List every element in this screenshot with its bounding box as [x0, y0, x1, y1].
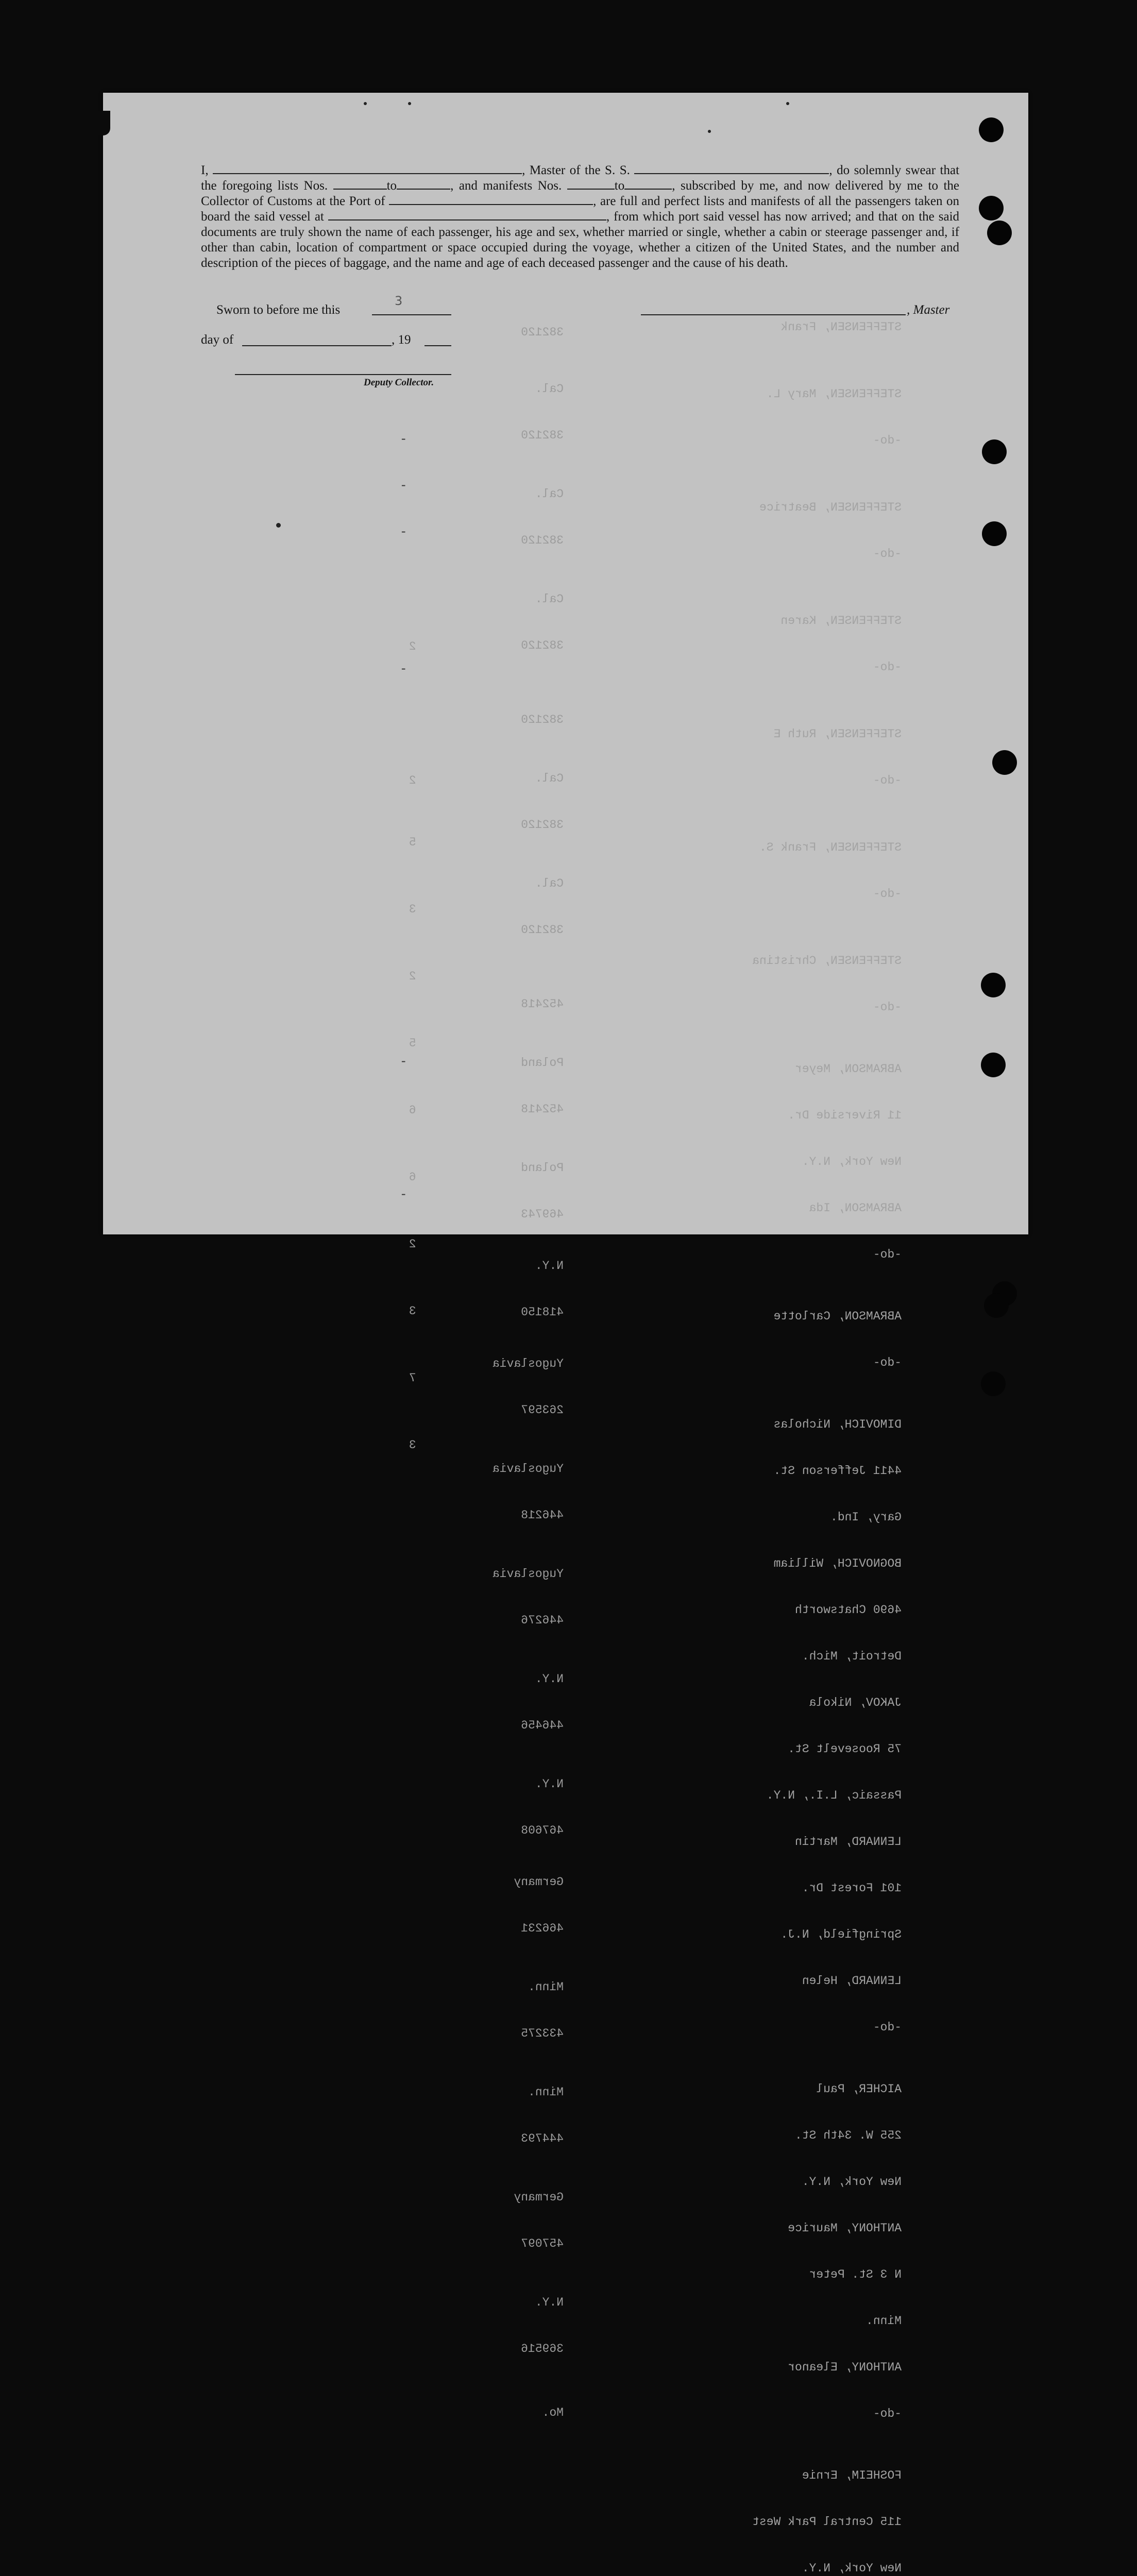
sworn-label: Sworn to before me this	[216, 303, 341, 317]
oath-paragraph	[201, 163, 959, 271]
ghost-place: N.Y.	[535, 2296, 564, 2309]
ghost-name: -do-	[873, 1356, 902, 1369]
ghost-name: STEFFENSEN, Beatrice	[759, 501, 902, 514]
ghost-name: BOGNOVICH, William	[773, 1557, 902, 1570]
ghost-number: 382120	[521, 429, 564, 442]
ghost-name: ABRAMSON, Carlotte	[773, 1310, 902, 1323]
handwritten-day: 3	[395, 294, 403, 308]
ghost-name: N 3 St. Peter	[809, 2268, 902, 2281]
oath-text: I,	[201, 163, 209, 177]
oath-text: , do solemnly	[829, 163, 902, 177]
ink-speck	[786, 102, 789, 105]
oath-text: port said vessel has now arrived; and that on the said documents are truly shown the name of each passenger, his age and sex, whether married or single, whether a cabin or steerage passenger and, if other than cabin, location of compartment or space occupied during the voyage, whether a citizen of the United States, and the number and description of the pieces of baggage, and the name and age of each deceased passenger and the cause of his death.	[201, 210, 960, 270]
month-line	[242, 345, 392, 346]
ghost-count: 2	[409, 640, 416, 653]
ghost-name: FOSHEIM, Ernie	[802, 2469, 902, 2482]
ghost-count: 2	[409, 1238, 416, 1251]
ghost-number: 444793	[521, 2132, 564, 2145]
corner-notch	[97, 111, 110, 135]
ghost-number: 382120	[521, 818, 564, 832]
punch-hole-icon	[982, 439, 1007, 464]
manifest-to-blank	[624, 179, 672, 190]
ghost-name: -do-	[873, 660, 902, 674]
ghost-number: 457097	[521, 2237, 564, 2250]
ghost-number: 382120	[521, 326, 564, 339]
ghost-count: 7	[409, 1371, 416, 1385]
ghost-place: Minn.	[528, 1980, 564, 1994]
ghost-name: LENNARD, Helen	[802, 1974, 902, 1988]
ghost-name: -do-	[873, 2407, 902, 2420]
ghost-name: Detroit, Mich.	[802, 1650, 902, 1663]
ghost-place: Mo.	[542, 2406, 564, 2419]
ghost-number: 263597	[521, 1403, 564, 1417]
ink-speck	[364, 102, 367, 105]
ghost-name: Minn.	[866, 2314, 902, 2328]
ghost-count: 6	[409, 1104, 416, 1117]
list-to-blank	[397, 179, 450, 190]
ghost-place: Yugoslavia	[493, 1462, 564, 1476]
ghost-name: ANTHONY, Eleanor	[788, 2361, 902, 2374]
ghost-place: N.Y.	[535, 1259, 564, 1273]
day-of-label: day of	[201, 333, 234, 347]
ghost-name: -do-	[873, 2021, 902, 2034]
punch-hole-icon	[982, 521, 1007, 546]
ghost-place: Cal.	[535, 877, 564, 890]
ghost-name: -do-	[873, 887, 902, 901]
punch-hole-icon	[992, 750, 1017, 775]
ghost-name: AICHER, Paul	[816, 2082, 902, 2096]
deputy-signature-line	[235, 374, 451, 375]
punch-hole-icon	[981, 1371, 1006, 1396]
ghost-name: Springfield, N.J.	[780, 1928, 902, 1941]
ghost-number: 382120	[521, 639, 564, 652]
list-from-blank	[333, 179, 387, 190]
ghost-name: Passaic, L.I., N.Y.	[766, 1789, 902, 1802]
ghost-number: 382120	[521, 534, 564, 547]
punch-hole-icon	[981, 973, 1006, 997]
ghost-number: 466231	[521, 1922, 564, 1935]
oath-text: , and manifests Nos.	[450, 179, 562, 193]
ghost-name: 11 Riverside Dr.	[788, 1109, 902, 1122]
ghost-place: Cal.	[535, 487, 564, 501]
ghost-name: DIMOVICH, Nicholas	[773, 1418, 902, 1431]
ghost-number: 446456	[521, 1719, 564, 1732]
port-blank	[389, 195, 593, 205]
oath-text: to	[386, 179, 397, 193]
oath-text: manifests of all the passengers taken on board the said vessel at	[201, 194, 960, 224]
ghost-name: New York, N.Y.	[802, 1155, 902, 1168]
ghost-name: New York, N.Y.	[802, 2562, 902, 2575]
ghost-number: 446276	[521, 1614, 564, 1627]
ghost-name: ABRAMSON, Ida	[809, 1201, 902, 1215]
dash-mark: -	[400, 1188, 408, 1202]
ghost-place: Germany	[514, 1875, 564, 1889]
oath-text: , subscribed by me, and now	[672, 179, 830, 193]
ghost-number-column	[493, 294, 564, 2436]
ghost-number: 467608	[521, 1824, 564, 1837]
ghost-number: 369516	[521, 2342, 564, 2355]
ghost-place: Cal.	[535, 772, 564, 785]
year-line	[425, 345, 451, 346]
ghost-name: STEFFENSEN, Frank S.	[759, 841, 902, 854]
ghost-number: 382120	[521, 713, 564, 726]
oath-text: to	[614, 179, 625, 193]
ghost-name: STEFFENSEN, Ruth E	[773, 727, 902, 741]
ghost-name: STEFFENSEN, Mary L.	[766, 387, 902, 401]
ghost-count-column	[402, 608, 416, 1468]
ghost-name: -do-	[873, 1001, 902, 1014]
ghost-name: Gary, Ind.	[830, 1511, 902, 1524]
ghost-count: 5	[409, 1037, 416, 1050]
punch-hole-icon	[987, 221, 1012, 245]
ghost-name: -do-	[873, 1248, 902, 1261]
ghost-name: JAKOV, Nikola	[809, 1696, 902, 1709]
dash-mark: -	[400, 663, 408, 676]
ghost-name: -do-	[873, 774, 902, 787]
ghost-place: Yugoslavia	[493, 1357, 564, 1370]
sworn-day-line	[372, 314, 451, 315]
ghost-name: 4411 Jefferson St.	[773, 1464, 902, 1478]
dash-mark: -	[400, 1055, 408, 1069]
ghost-number: 446218	[521, 1509, 564, 1522]
oath-text: , Master of the S. S.	[522, 163, 630, 177]
year-prefix: , 19	[392, 333, 411, 347]
ghost-name: STEFFENSEN, Frank	[780, 320, 902, 334]
port-of-departure-blank	[328, 210, 606, 221]
ghost-place: Cal.	[535, 592, 564, 606]
ship-name-blank	[634, 164, 829, 174]
ghost-place: Cal.	[535, 382, 564, 396]
ghost-name: ANTHONY, Maurice	[788, 2222, 902, 2235]
ghost-count: 3	[409, 903, 416, 916]
ghost-name-column	[634, 289, 902, 2576]
ghost-number: 418150	[521, 1306, 564, 1319]
ink-speck	[276, 523, 281, 528]
ghost-count: 5	[409, 836, 416, 849]
punch-hole-icon	[984, 1293, 1009, 1318]
ghost-place: Germany	[514, 2191, 564, 2204]
oath-text: , are full and perfect lists and	[593, 194, 747, 208]
ghost-number: 382120	[521, 923, 564, 937]
ghost-name: STEFFENSEN, Christina	[752, 954, 902, 968]
dash-mark: -	[400, 433, 408, 447]
ghost-number: 433275	[521, 2027, 564, 2040]
ghost-number: 469743	[521, 1208, 564, 1221]
ghost-place: N.Y.	[535, 1777, 564, 1791]
punch-hole-icon	[981, 1053, 1006, 1077]
oath-text: , from which	[606, 210, 674, 224]
ghost-count: 3	[409, 1304, 416, 1318]
master-label: , Master	[907, 303, 950, 317]
manifest-from-blank	[567, 179, 615, 190]
oath-text: swear that the foregoing lists Nos.	[201, 163, 960, 193]
ghost-name: 115 Central Park West	[752, 2515, 902, 2529]
ghost-name: ABRAMSON, Meyer	[794, 1062, 902, 1076]
dash-mark: -	[400, 479, 408, 493]
ghost-count: 2	[409, 970, 416, 983]
deputy-collector-label: Deputy Collector.	[364, 377, 434, 388]
ghost-number: 452418	[521, 1103, 564, 1116]
dash-mark: -	[400, 526, 408, 539]
ghost-count: 6	[409, 1171, 416, 1184]
ghost-name: 4690 Chatsworth	[794, 1603, 902, 1617]
ghost-place: Poland	[521, 1056, 564, 1070]
ghost-place: Minn.	[528, 2086, 564, 2099]
ghost-name: 101 Forest Dr.	[802, 1882, 902, 1895]
ghost-place: Yugoslavia	[493, 1567, 564, 1581]
ghost-place: Poland	[521, 1161, 564, 1175]
ghost-name: -do-	[873, 434, 902, 447]
punch-hole-icon	[979, 117, 1004, 142]
punch-hole-icon	[979, 196, 1004, 221]
ghost-name: LENNARD, Martin	[794, 1835, 902, 1849]
ghost-place: N.Y.	[535, 1672, 564, 1686]
master-name-blank	[213, 164, 522, 174]
ink-speck	[708, 130, 711, 133]
ghost-count: 3	[409, 1438, 416, 1452]
ghost-count: 2	[409, 774, 416, 787]
ghost-name: 75 Roosevelt St.	[788, 1742, 902, 1756]
oath-text: delivered by me to the Collector of Customs at the Port of	[201, 179, 959, 208]
ghost-name: New York, N.Y.	[802, 2175, 902, 2189]
ghost-name: 255 W. 34th St.	[794, 2129, 902, 2142]
ghost-name: -do-	[873, 547, 902, 561]
ghost-name: STEFFENSEN, Karen	[780, 614, 902, 628]
ink-speck	[408, 102, 411, 105]
ghost-number: 452418	[521, 997, 564, 1011]
